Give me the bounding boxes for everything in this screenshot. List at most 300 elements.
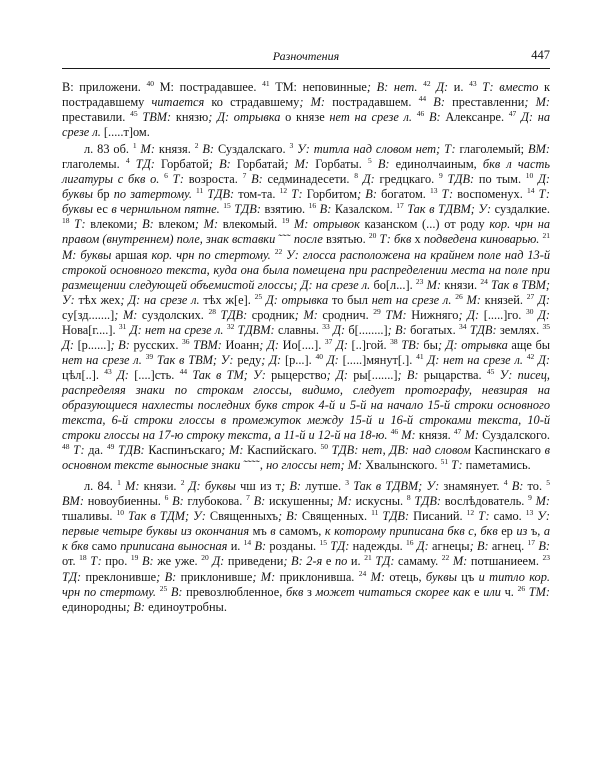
italic-text: к которому приписана бкв с, бкв: [324, 524, 502, 539]
text-run: Ио[....].: [282, 337, 325, 352]
text-run: лутше.: [305, 479, 346, 494]
text-run: отець,: [389, 569, 426, 584]
text-run: мъ: [252, 524, 271, 539]
italic-text: Так в ТМ; У:: [187, 367, 272, 382]
text-run: приведени: [227, 554, 284, 569]
note-number: 40: [315, 351, 324, 361]
variant-readings-body: [62, 80, 550, 615]
italic-text: ТД:: [129, 157, 162, 172]
italic-text: В:: [424, 110, 446, 125]
text-run: Нова[г....].: [62, 322, 119, 337]
text-run: Горбатай: [236, 157, 285, 172]
note-number: 12: [279, 186, 288, 196]
text-run: [р......]: [77, 337, 111, 352]
note-number: 33: [322, 321, 330, 331]
text-run: ч.: [504, 584, 518, 599]
italic-text: в: [270, 524, 280, 539]
text-run: б[........]: [348, 322, 388, 337]
italic-text: Д:: [430, 80, 454, 94]
italic-text: ; В:: [156, 569, 181, 584]
text-run: и.: [350, 554, 365, 569]
text-run: взятью.: [325, 232, 369, 247]
note-number: 41: [262, 79, 270, 88]
text-run: князей.: [484, 292, 527, 307]
text-run: ко страдавшему: [211, 95, 300, 110]
italic-text: У: глосса расположена на крайнем поле над 13-й строкой основного текста, куда она была помещена при распределении места на поле при размещении следующей объемистой глоссы; Д: на срезе л.: [62, 247, 550, 292]
text-run: ер: [501, 524, 517, 539]
italic-text: и титло кор. чрн по стертому.: [62, 569, 550, 599]
text-run: е: [325, 554, 335, 569]
text-run: Каспинскаго: [474, 443, 545, 458]
text-run: искусны.: [355, 494, 407, 509]
italic-text: ВМ:: [62, 494, 88, 509]
italic-text: кор. чрн на правом (внутреннем) поле, знак вставки: [62, 217, 550, 247]
italic-text: бкв л часть лигатуры с бкв о.: [62, 157, 550, 187]
text-run: бр: [97, 187, 114, 202]
italic-text: Д: на срезе л.: [62, 110, 551, 140]
italic-text: ; М:: [329, 494, 356, 509]
note-number: 19: [281, 216, 290, 226]
text-run: знамянует.: [443, 479, 504, 494]
italic-text: Д:: [332, 337, 352, 352]
italic-text: ТДВ:: [230, 202, 265, 217]
text-run: глаголемый;: [459, 142, 529, 157]
text-run: ры[.......]: [353, 367, 398, 382]
text-run: Алексанре.: [445, 110, 509, 125]
text-run: вослѣдователь.: [444, 494, 529, 509]
italic-text: Т: вместо: [476, 80, 544, 94]
text-run: Горбаты.: [315, 157, 368, 172]
note-number: 35: [542, 321, 551, 331]
note-number: 49: [106, 442, 115, 452]
italic-text: Так в ТДВМ; У:: [403, 202, 495, 217]
italic-text: ; Д:: [261, 352, 285, 367]
text-run: л. 84.: [84, 479, 118, 494]
italic-text: Д:: [62, 337, 78, 352]
note-number: 38: [390, 336, 398, 346]
italic-text: М:: [366, 569, 390, 584]
note-number: 20: [368, 231, 377, 241]
text-run: л. 83 об.: [84, 142, 133, 157]
italic-text: Д:: [329, 322, 349, 337]
note-number: 9: [438, 171, 443, 181]
text-run: аще бы: [511, 337, 551, 352]
italic-text: ; В:: [357, 187, 382, 202]
text-run: реду: [237, 352, 262, 367]
text-run: гредцкаго.: [379, 172, 439, 187]
text-run: су[зд.......]: [62, 307, 115, 322]
text-run: том-та.: [238, 187, 280, 202]
note-number: 13: [430, 186, 438, 196]
note-number: 1: [117, 478, 121, 488]
note-number: 3: [345, 478, 349, 488]
italic-text: ; В:: [397, 367, 424, 382]
text-run: бы: [423, 337, 438, 352]
italic-text: М:: [462, 292, 485, 307]
text-run: розданы.: [269, 539, 320, 554]
page-number: 447: [531, 48, 550, 62]
note-number: 43: [104, 366, 112, 376]
note-number: 30: [525, 306, 534, 316]
text-run: преставили.: [62, 110, 131, 125]
italic-text: ; В:: [278, 509, 302, 524]
italic-text: Д:: [111, 367, 135, 382]
note-number: 18: [79, 553, 87, 563]
italic-text: ; М:: [284, 157, 316, 172]
text-run: [..]гой.: [351, 337, 391, 352]
text-run: рыцарства.: [423, 367, 487, 382]
text-run: Суздалского.: [482, 428, 550, 443]
italic-text: Т: бкв: [376, 232, 415, 247]
italic-text: Д: отрывка: [262, 292, 332, 307]
text-run: о князе: [285, 110, 330, 125]
italic-text: ТМ:: [525, 584, 550, 599]
text-run: Священныхъ: [209, 509, 279, 524]
note-number: 45: [130, 109, 138, 119]
text-run: про.: [105, 554, 131, 569]
italic-text: в основном тексте выносные знаки: [62, 443, 550, 473]
note-number: 50: [320, 442, 328, 452]
text-run: же уже.: [157, 554, 202, 569]
italic-text: ТД:: [326, 539, 353, 554]
italic-text: ; В:: [126, 599, 149, 614]
italic-text: В:: [246, 172, 268, 187]
note-number: 29: [373, 306, 381, 316]
text-run: богатых.: [410, 322, 460, 337]
variant-paragraph: [62, 479, 550, 614]
italic-text: ; М:: [194, 217, 223, 232]
note-number: 11: [371, 508, 379, 518]
italic-text: ТД:: [371, 554, 399, 569]
text-run: Горбитом: [306, 187, 358, 202]
italic-text: ТД:: [62, 569, 86, 584]
note-number: 16: [308, 201, 317, 211]
text-run: русских.: [133, 337, 183, 352]
italic-text: Д: буквы: [184, 479, 241, 494]
text-run: тшаливы.: [62, 509, 117, 524]
text-run: потшаниеем.: [470, 554, 543, 569]
text-run: ТМ: неповинные: [269, 80, 367, 94]
italic-text: Так в ТВМ; У:: [62, 277, 550, 307]
note-number: 14: [243, 538, 252, 548]
italic-text: ; Д: отрывка: [208, 110, 286, 125]
italic-text: Т:: [69, 217, 91, 232]
text-run: преклонивше: [85, 569, 157, 584]
note-number: 42: [423, 79, 431, 88]
note-number: 15: [223, 201, 231, 211]
italic-text: ТДВ:: [410, 494, 445, 509]
italic-text: В:: [167, 584, 187, 599]
note-number: 4: [125, 156, 130, 166]
text-run: е: [474, 584, 484, 599]
text-run: Священных.: [301, 509, 372, 524]
note-number: 42: [526, 351, 535, 361]
text-run: [.....]го.: [483, 307, 526, 322]
italic-text: В:: [535, 539, 550, 554]
note-number: 28: [208, 306, 216, 316]
italic-text: Т:: [287, 187, 307, 202]
italic-text: но глоссы нет; М:: [266, 458, 366, 473]
note-number: 18: [62, 216, 70, 226]
italic-text: нет на срезе л.: [329, 110, 417, 125]
text-run: Писаний.: [413, 509, 467, 524]
italic-text: ; В:: [110, 337, 134, 352]
note-number: 31: [118, 321, 127, 331]
note-number: 8: [354, 171, 358, 181]
text-run: самомъ,: [279, 524, 325, 539]
italic-text: Д: нет на срезе л.: [423, 352, 527, 367]
text-run: единородны: [62, 599, 127, 614]
variant-paragraph: [62, 142, 550, 473]
italic-text: В:: [168, 494, 188, 509]
note-number: 39: [145, 351, 154, 361]
italic-text: М:: [461, 428, 483, 443]
note-number: 8: [406, 493, 411, 503]
text-run: Казалском.: [334, 202, 397, 217]
text-run: превозлюбленное,: [186, 584, 286, 599]
text-run: от.: [62, 554, 80, 569]
note-number: 9: [528, 493, 532, 503]
italic-text: Д: буквы: [62, 172, 551, 202]
italic-text: М:: [136, 142, 159, 157]
italic-text: может читаться скорее как: [315, 584, 475, 599]
text-run: [.....т]ом.: [103, 125, 150, 140]
italic-text: ТВМ:: [137, 110, 176, 125]
italic-text: М:: [120, 479, 144, 494]
italic-text: ТДВМ:: [234, 322, 278, 337]
note-number: 4: [503, 478, 508, 488]
text-run: М: пострадавшее.: [153, 80, 263, 94]
note-number: 46: [416, 109, 425, 119]
italic-text: ВМ:: [528, 142, 550, 157]
text-run: глубокова.: [187, 494, 247, 509]
italic-text: М:: [449, 554, 471, 569]
italic-text: нет на срезе л.: [62, 352, 146, 367]
text-run: бо[л...].: [373, 277, 416, 292]
text-run: князя.: [418, 428, 454, 443]
text-run: само.: [493, 509, 526, 524]
italic-text: Так в ТДМ; У:: [123, 509, 210, 524]
text-run: то был: [331, 292, 372, 307]
italic-text: ; М:: [524, 95, 550, 110]
text-run: влекоми: [90, 217, 134, 232]
note-number: 27: [526, 291, 535, 301]
text-run: суздолских.: [141, 307, 209, 322]
italic-text: Т:: [437, 187, 458, 202]
note-number: 20: [201, 553, 209, 563]
text-run: аршая: [115, 247, 152, 262]
italic-text: после: [293, 232, 326, 247]
text-run: богатом.: [381, 187, 430, 202]
note-number: 44: [179, 366, 188, 376]
note-number: 45: [486, 366, 495, 376]
italic-text: ; В: 2-я: [283, 554, 326, 569]
text-run: цъ: [461, 569, 479, 584]
note-number: 2: [180, 478, 185, 488]
text-run: цѣл[..].: [62, 367, 105, 382]
italic-text: Д:: [358, 172, 380, 187]
note-number: 3: [289, 141, 294, 151]
note-number: 16: [406, 538, 414, 548]
note-number: 32: [226, 321, 235, 331]
italic-text: Д:: [323, 352, 343, 367]
italic-text: Т:: [448, 458, 466, 473]
note-number: 24: [480, 276, 488, 286]
text-run: князи.: [143, 479, 181, 494]
italic-text: Так в ТВМ; У:: [153, 352, 238, 367]
note-number: 6: [164, 171, 168, 181]
text-run: [р...].: [284, 352, 316, 367]
italic-text: В:: [316, 202, 335, 217]
text-run: Иоанн: [225, 337, 260, 352]
text-run: глаголемы.: [62, 157, 126, 172]
italic-text: ; В:: [469, 539, 492, 554]
text-run: агнецы: [432, 539, 470, 554]
header-rule: [62, 68, 550, 69]
italic-text: М:: [398, 428, 419, 443]
text-run: и.: [230, 539, 244, 554]
text-run: рыцерство: [271, 367, 327, 382]
text-run: приклонивша.: [279, 569, 359, 584]
text-run: князи.: [444, 277, 481, 292]
italic-text: нет на срезе л.: [371, 292, 456, 307]
text-run: Хвалынского.: [365, 458, 441, 473]
italic-text: ТВМ:: [189, 337, 226, 352]
text-run: землях.: [499, 322, 543, 337]
note-number: 34: [459, 321, 467, 331]
italic-text: Д:: [208, 554, 228, 569]
note-number: 25: [159, 583, 168, 593]
note-number: 22: [441, 553, 450, 563]
italic-text: М:: [531, 494, 551, 509]
note-number: 43: [469, 79, 477, 88]
text-run: по тым.: [478, 172, 526, 187]
text-run: сродник: [251, 307, 295, 322]
italic-text: ; Д:: [259, 337, 283, 352]
italic-text: ; М:: [114, 307, 142, 322]
italic-text: в чернильном пятне.: [111, 202, 224, 217]
text-run: пострадавшем.: [332, 95, 419, 110]
text-run: тѣх ж[е].: [203, 292, 255, 307]
italic-text: Т:: [86, 554, 106, 569]
italic-text: ; Д: отрывка: [437, 337, 512, 352]
italic-text: кор. чрн по стертому.: [151, 247, 275, 262]
italic-text: В:: [251, 539, 270, 554]
italic-text: ; В:: [281, 479, 306, 494]
note-number: 17: [527, 538, 536, 548]
note-number: 47: [453, 427, 462, 437]
text-run: Каспинъскаго: [148, 443, 222, 458]
note-number: 47: [508, 109, 517, 119]
text-run: влекомый.: [222, 217, 282, 232]
italic-text: ТМ:: [380, 307, 412, 322]
text-run: князю: [175, 110, 209, 125]
italic-text: или: [483, 584, 505, 599]
note-number: 44: [418, 94, 427, 104]
note-number: 7: [246, 493, 250, 503]
note-number: 7: [242, 171, 247, 181]
italic-text: В:: [371, 157, 396, 172]
italic-text: В:: [249, 494, 269, 509]
note-number: 11: [196, 186, 204, 196]
text-run: воспоменух.: [457, 187, 527, 202]
running-head: [62, 47, 550, 69]
text-run: приклонивше: [180, 569, 253, 584]
text-run: паметамись.: [465, 458, 531, 473]
note-number: 25: [254, 291, 263, 301]
italic-text: приписана выносная: [120, 539, 231, 554]
text-run: сроднич.: [322, 307, 374, 322]
text-run: В: приложени.: [62, 80, 147, 94]
note-number: 19: [130, 553, 139, 563]
text-run: преставленни: [452, 95, 525, 110]
note-number: 6: [164, 493, 169, 503]
note-number: 23: [542, 553, 551, 563]
note-number: 22: [274, 246, 283, 256]
note-number: 14: [526, 186, 535, 196]
italic-text: по затертому.: [113, 187, 197, 202]
note-number: 2: [194, 141, 199, 151]
text-run: и.: [453, 80, 470, 94]
italic-text: М:: [423, 277, 445, 292]
italic-text: читается: [151, 95, 212, 110]
italic-text: В:: [138, 554, 158, 569]
text-run: ˜˜˜: [278, 232, 294, 247]
note-number: 13: [525, 508, 534, 518]
text-run: суздалкие.: [494, 202, 550, 217]
italic-text: ТДВ:: [215, 307, 252, 322]
note-number: 5: [367, 156, 372, 166]
note-number: 46: [390, 427, 399, 437]
note-number: 10: [116, 508, 124, 518]
italic-text: ; Д:: [326, 367, 354, 382]
note-number: 10: [525, 171, 534, 181]
text-run: влеком: [158, 217, 195, 232]
italic-text: У: первые четыре буквы из окончания: [62, 509, 551, 539]
italic-text: Т:: [474, 509, 494, 524]
note-number: 24: [358, 568, 367, 578]
italic-text: ТДВ:: [114, 443, 149, 458]
note-number: 37: [324, 336, 333, 346]
italic-text: ; М:: [294, 307, 323, 322]
note-number: 17: [396, 201, 404, 211]
italic-text: подведена киноварью.: [423, 232, 543, 247]
text-run: князя.: [158, 142, 195, 157]
note-number: 41: [416, 351, 424, 361]
text-run: Горбатой: [161, 157, 209, 172]
text-run: тѣх жех: [78, 292, 121, 307]
text-run: Нижняго: [411, 307, 459, 322]
text-run: Суздалскаго.: [217, 142, 290, 157]
text-run: новоубиенны.: [87, 494, 165, 509]
note-number: 23: [415, 276, 424, 286]
italic-text: Д:: [534, 292, 550, 307]
italic-text: ; В: нет.: [366, 80, 424, 94]
text-run: [.....]мянут[.].: [342, 352, 417, 367]
text-run: [....]сть.: [134, 367, 180, 382]
variant-paragraph: [62, 80, 550, 140]
note-number: 5: [546, 478, 550, 488]
note-number: 36: [182, 336, 190, 346]
italic-text: Д:: [413, 539, 433, 554]
italic-text: Т:: [167, 172, 189, 187]
text-run: з: [307, 584, 316, 599]
running-title: Разночтения: [272, 49, 340, 63]
italic-text: ; В:: [133, 217, 159, 232]
italic-text: ; М:: [299, 95, 333, 110]
text-run: славны.: [277, 322, 323, 337]
italic-text: М: буквы: [62, 247, 116, 262]
